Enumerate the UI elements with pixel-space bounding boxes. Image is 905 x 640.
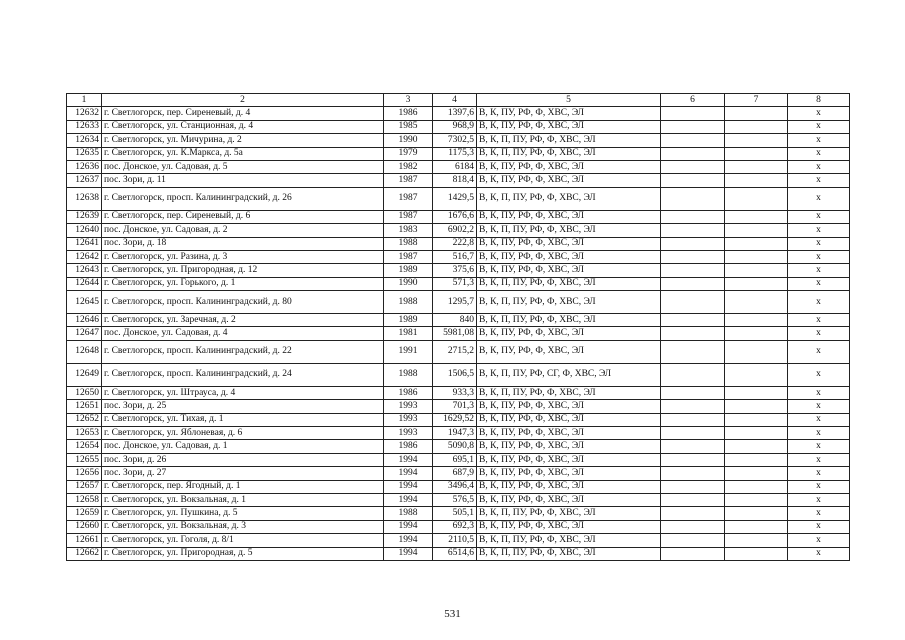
cell-col-6	[661, 400, 725, 413]
cell-col-6	[661, 210, 725, 223]
cell-address: г. Светлогорск, ул. Разина, д. 3	[102, 250, 384, 263]
cell-col-6	[661, 363, 725, 386]
cell-col-7	[725, 363, 788, 386]
cell-area: 576,5	[433, 493, 477, 506]
cell-year: 1993	[384, 413, 433, 426]
cell-col-7	[725, 520, 788, 533]
cell-year: 1993	[384, 427, 433, 440]
cell-area: 6184	[433, 160, 477, 173]
cell-address: г. Светлогорск, просп. Калининградский, д. 80	[102, 291, 384, 314]
cell-row-number: 12638	[67, 187, 102, 210]
cell-year: 1987	[384, 210, 433, 223]
cell-col-6	[661, 440, 725, 453]
cell-col-7	[725, 547, 788, 560]
table-row	[67, 120, 850, 133]
table-row	[67, 264, 850, 277]
cell-address: г. Светлогорск, пер. Сиреневый, д. 4	[102, 107, 384, 120]
cell-services: В, К, П, ПУ, РФ, Ф, ХВС, ЭЛ	[477, 386, 661, 399]
cell-row-number: 12646	[67, 314, 102, 327]
cell-address: г. Светлогорск, ул. Тихая, д. 1	[102, 413, 384, 426]
cell-col-7	[725, 427, 788, 440]
cell-address: г. Светлогорск, просп. Калининградский, д. 26	[102, 187, 384, 210]
cell-area: 571,3	[433, 277, 477, 290]
cell-area: 1175,3	[433, 147, 477, 160]
table-header	[67, 94, 850, 107]
cell-address: г. Светлогорск, ул. Штрауса, д. 4	[102, 386, 384, 399]
cell-col-7	[725, 314, 788, 327]
cell-row-number: 12634	[67, 134, 102, 147]
cell-year: 1988	[384, 507, 433, 520]
cell-row-number: 12658	[67, 493, 102, 506]
cell-year: 1991	[384, 340, 433, 363]
cell-col-6	[661, 507, 725, 520]
cell-col-6	[661, 120, 725, 133]
cell-services: В, К, ПУ, РФ, Ф, ХВС, ЭЛ	[477, 107, 661, 120]
cell-area: 7302,5	[433, 134, 477, 147]
cell-year: 1986	[384, 440, 433, 453]
cell-col-8-mark: х	[788, 107, 850, 120]
table-row	[67, 363, 850, 386]
cell-row-number: 12655	[67, 453, 102, 466]
table-row	[67, 400, 850, 413]
header-col-4: 4	[433, 94, 477, 107]
cell-address: г. Светлогорск, ул. Пригородная, д. 5	[102, 547, 384, 560]
cell-year: 1981	[384, 327, 433, 340]
table-row	[67, 107, 850, 120]
cell-year: 1983	[384, 224, 433, 237]
cell-services: В, К, ПУ, РФ, Ф, ХВС, ЭЛ	[477, 453, 661, 466]
cell-address: пос. Донское, ул. Садовая, д. 4	[102, 327, 384, 340]
cell-row-number: 12649	[67, 363, 102, 386]
cell-row-number: 12662	[67, 547, 102, 560]
cell-col-6	[661, 340, 725, 363]
cell-col-6	[661, 534, 725, 547]
cell-area: 1397,6	[433, 107, 477, 120]
cell-col-8-mark: х	[788, 453, 850, 466]
header-col-5: 5	[477, 94, 661, 107]
cell-col-7	[725, 107, 788, 120]
cell-year: 1990	[384, 277, 433, 290]
cell-address: г. Светлогорск, ул. Пушкина, д. 5	[102, 507, 384, 520]
cell-col-7	[725, 467, 788, 480]
cell-area: 2715,2	[433, 340, 477, 363]
cell-services: В, К, П, ПУ, РФ, Ф, ХВС, ЭЛ	[477, 134, 661, 147]
header-row	[67, 94, 850, 107]
cell-row-number: 12645	[67, 291, 102, 314]
cell-row-number: 12639	[67, 210, 102, 223]
cell-col-7	[725, 440, 788, 453]
cell-col-8-mark: х	[788, 493, 850, 506]
table-row	[67, 534, 850, 547]
cell-col-8-mark: х	[788, 507, 850, 520]
table-row	[67, 386, 850, 399]
table-row	[67, 340, 850, 363]
cell-col-7	[725, 264, 788, 277]
cell-services: В, К, ПУ, РФ, Ф, ХВС, ЭЛ	[477, 440, 661, 453]
cell-area: 6902,2	[433, 224, 477, 237]
cell-area: 222,8	[433, 237, 477, 250]
cell-year: 1982	[384, 160, 433, 173]
cell-services: В, К, П, ПУ, РФ, Ф, ХВС, ЭЛ	[477, 291, 661, 314]
cell-col-6	[661, 467, 725, 480]
cell-year: 1988	[384, 237, 433, 250]
cell-address: г. Светлогорск, ул. Горького, д. 1	[102, 277, 384, 290]
cell-address: пос. Зори, д. 27	[102, 467, 384, 480]
table-row	[67, 134, 850, 147]
cell-area: 5981,08	[433, 327, 477, 340]
cell-area: 840	[433, 314, 477, 327]
cell-area: 1676,6	[433, 210, 477, 223]
cell-col-8-mark: х	[788, 340, 850, 363]
cell-services: В, К, ПУ, РФ, Ф, ХВС, ЭЛ	[477, 237, 661, 250]
cell-col-8-mark: х	[788, 440, 850, 453]
cell-col-7	[725, 120, 788, 133]
cell-services: В, К, ПУ, РФ, Ф, ХВС, ЭЛ	[477, 264, 661, 277]
cell-address: г. Светлогорск, ул. Станционная, д. 4	[102, 120, 384, 133]
cell-row-number: 12648	[67, 340, 102, 363]
cell-col-7	[725, 134, 788, 147]
cell-col-8-mark: х	[788, 277, 850, 290]
cell-col-8-mark: х	[788, 160, 850, 173]
cell-services: В, К, ПУ, РФ, Ф, ХВС, ЭЛ	[477, 413, 661, 426]
cell-col-6	[661, 291, 725, 314]
cell-area: 3496,4	[433, 480, 477, 493]
table-row	[67, 147, 850, 160]
cell-col-8-mark: х	[788, 520, 850, 533]
cell-address: г. Светлогорск, просп. Калининградский, д. 22	[102, 340, 384, 363]
cell-year: 1994	[384, 467, 433, 480]
header-col-8: 8	[788, 94, 850, 107]
cell-services: В, К, П, ПУ, РФ, Ф, ХВС, ЭЛ	[477, 547, 661, 560]
table-body	[67, 107, 850, 561]
cell-address: г. Светлогорск, пер. Сиреневый, д. 6	[102, 210, 384, 223]
cell-services: В, К, П, ПУ, РФ, Ф, ХВС, ЭЛ	[477, 314, 661, 327]
cell-area: 375,6	[433, 264, 477, 277]
cell-area: 695,1	[433, 453, 477, 466]
cell-address: пос. Зори, д. 11	[102, 174, 384, 187]
cell-area: 933,3	[433, 386, 477, 399]
cell-year: 1979	[384, 147, 433, 160]
cell-col-8-mark: х	[788, 547, 850, 560]
cell-services: В, К, ПУ, РФ, Ф, ХВС, ЭЛ	[477, 210, 661, 223]
table-row	[67, 453, 850, 466]
cell-year: 1994	[384, 453, 433, 466]
cell-col-8-mark: х	[788, 534, 850, 547]
cell-year: 1994	[384, 547, 433, 560]
cell-address: пос. Зори, д. 26	[102, 453, 384, 466]
cell-col-8-mark: х	[788, 147, 850, 160]
cell-row-number: 12661	[67, 534, 102, 547]
cell-row-number: 12657	[67, 480, 102, 493]
cell-col-8-mark: х	[788, 327, 850, 340]
cell-col-8-mark: х	[788, 427, 850, 440]
cell-col-8-mark: х	[788, 467, 850, 480]
cell-col-8-mark: х	[788, 250, 850, 263]
cell-col-8-mark: х	[788, 237, 850, 250]
cell-services: В, К, П, ПУ, РФ, СГ, Ф, ХВС, ЭЛ	[477, 363, 661, 386]
table-row	[67, 547, 850, 560]
cell-row-number: 12653	[67, 427, 102, 440]
cell-row-number: 12636	[67, 160, 102, 173]
cell-row-number: 12635	[67, 147, 102, 160]
cell-col-6	[661, 520, 725, 533]
cell-col-7	[725, 386, 788, 399]
cell-col-6	[661, 174, 725, 187]
table-row	[67, 187, 850, 210]
cell-year: 1987	[384, 174, 433, 187]
cell-year: 1989	[384, 314, 433, 327]
cell-services: В, К, ПУ, РФ, Ф, ХВС, ЭЛ	[477, 327, 661, 340]
cell-address: г. Светлогорск, ул. Пригородная, д. 12	[102, 264, 384, 277]
cell-services: В, К, П, ПУ, РФ, Ф, ХВС, ЭЛ	[477, 187, 661, 210]
cell-year: 1990	[384, 134, 433, 147]
cell-col-6	[661, 187, 725, 210]
table-row	[67, 413, 850, 426]
cell-area: 1429,5	[433, 187, 477, 210]
cell-year: 1987	[384, 187, 433, 210]
cell-row-number: 12656	[67, 467, 102, 480]
cell-col-8-mark: х	[788, 210, 850, 223]
cell-col-6	[661, 427, 725, 440]
cell-year: 1987	[384, 250, 433, 263]
cell-col-7	[725, 413, 788, 426]
register-table	[66, 93, 850, 561]
cell-col-7	[725, 291, 788, 314]
cell-col-6	[661, 493, 725, 506]
table-row	[67, 291, 850, 314]
cell-services: В, К, ПУ, РФ, Ф, ХВС, ЭЛ	[477, 467, 661, 480]
cell-area: 692,3	[433, 520, 477, 533]
cell-col-7	[725, 340, 788, 363]
cell-address: г. Светлогорск, ул. Заречная, д. 2	[102, 314, 384, 327]
table-row	[67, 250, 850, 263]
cell-col-6	[661, 224, 725, 237]
cell-col-7	[725, 210, 788, 223]
cell-col-8-mark: х	[788, 314, 850, 327]
cell-col-8-mark: х	[788, 413, 850, 426]
table-row	[67, 224, 850, 237]
cell-year: 1986	[384, 386, 433, 399]
table-row	[67, 237, 850, 250]
cell-row-number: 12652	[67, 413, 102, 426]
header-col-2: 2	[102, 94, 384, 107]
cell-year: 1994	[384, 493, 433, 506]
cell-row-number: 12643	[67, 264, 102, 277]
cell-col-6	[661, 327, 725, 340]
header-col-7: 7	[725, 94, 788, 107]
cell-col-6	[661, 250, 725, 263]
cell-services: В, К, ПУ, РФ, Ф, ХВС, ЭЛ	[477, 480, 661, 493]
table-row	[67, 277, 850, 290]
cell-address: г. Светлогорск, ул. Гоголя, д. 8/1	[102, 534, 384, 547]
cell-services: В, К, ПУ, РФ, Ф, ХВС, ЭЛ	[477, 340, 661, 363]
page-number: 531	[444, 608, 461, 620]
cell-col-6	[661, 453, 725, 466]
cell-col-7	[725, 250, 788, 263]
cell-services: В, К, ПУ, РФ, Ф, ХВС, ЭЛ	[477, 250, 661, 263]
cell-col-7	[725, 493, 788, 506]
cell-row-number: 12647	[67, 327, 102, 340]
cell-col-6	[661, 547, 725, 560]
table-row	[67, 427, 850, 440]
cell-col-7	[725, 160, 788, 173]
cell-col-8-mark: х	[788, 174, 850, 187]
cell-col-7	[725, 174, 788, 187]
table-row	[67, 467, 850, 480]
cell-address: г. Светлогорск, ул. Вокзальная, д. 1	[102, 493, 384, 506]
cell-col-6	[661, 413, 725, 426]
cell-col-6	[661, 237, 725, 250]
cell-services: В, К, ПУ, РФ, Ф, ХВС, ЭЛ	[477, 493, 661, 506]
cell-row-number: 12632	[67, 107, 102, 120]
cell-col-8-mark: х	[788, 134, 850, 147]
cell-services: В, К, ПУ, РФ, Ф, ХВС, ЭЛ	[477, 160, 661, 173]
cell-address: пос. Зори, д. 25	[102, 400, 384, 413]
cell-area: 701,3	[433, 400, 477, 413]
cell-address: пос. Донское, ул. Садовая, д. 2	[102, 224, 384, 237]
cell-col-6	[661, 480, 725, 493]
cell-area: 1295,7	[433, 291, 477, 314]
cell-services: В, К, П, ПУ, РФ, Ф, ХВС, ЭЛ	[477, 507, 661, 520]
cell-col-6	[661, 107, 725, 120]
cell-col-7	[725, 237, 788, 250]
cell-row-number: 12660	[67, 520, 102, 533]
cell-services: В, К, ПУ, РФ, Ф, ХВС, ЭЛ	[477, 120, 661, 133]
cell-row-number: 12640	[67, 224, 102, 237]
cell-year: 1993	[384, 400, 433, 413]
cell-col-6	[661, 277, 725, 290]
cell-col-8-mark: х	[788, 386, 850, 399]
cell-area: 5090,8	[433, 440, 477, 453]
cell-col-8-mark: х	[788, 363, 850, 386]
table-row	[67, 174, 850, 187]
cell-col-6	[661, 147, 725, 160]
cell-year: 1994	[384, 534, 433, 547]
cell-col-6	[661, 160, 725, 173]
cell-col-6	[661, 386, 725, 399]
cell-col-8-mark: х	[788, 224, 850, 237]
cell-address: г. Светлогорск, ул. К.Маркса, д. 5а	[102, 147, 384, 160]
cell-services: В, К, П, ПУ, РФ, Ф, ХВС, ЭЛ	[477, 147, 661, 160]
cell-col-6	[661, 134, 725, 147]
cell-services: В, К, ПУ, РФ, Ф, ХВС, ЭЛ	[477, 400, 661, 413]
cell-col-7	[725, 453, 788, 466]
cell-address: пос. Донское, ул. Садовая, д. 1	[102, 440, 384, 453]
cell-col-8-mark: х	[788, 264, 850, 277]
cell-col-7	[725, 277, 788, 290]
cell-area: 6514,6	[433, 547, 477, 560]
cell-col-8-mark: х	[788, 291, 850, 314]
table-row	[67, 507, 850, 520]
cell-address: г. Светлогорск, ул. Мичурина, д. 2	[102, 134, 384, 147]
cell-col-7	[725, 400, 788, 413]
cell-row-number: 12650	[67, 386, 102, 399]
cell-year: 1986	[384, 107, 433, 120]
cell-area: 968,9	[433, 120, 477, 133]
header-col-3: 3	[384, 94, 433, 107]
cell-col-8-mark: х	[788, 187, 850, 210]
cell-services: В, К, П, ПУ, РФ, Ф, ХВС, ЭЛ	[477, 277, 661, 290]
table-row	[67, 314, 850, 327]
cell-row-number: 12644	[67, 277, 102, 290]
cell-row-number: 12642	[67, 250, 102, 263]
cell-row-number: 12633	[67, 120, 102, 133]
cell-year: 1989	[384, 264, 433, 277]
cell-area: 1629,52	[433, 413, 477, 426]
cell-area: 818,4	[433, 174, 477, 187]
cell-address: г. Светлогорск, просп. Калининградский, д. 24	[102, 363, 384, 386]
cell-row-number: 12637	[67, 174, 102, 187]
cell-services: В, К, П, ПУ, РФ, Ф, ХВС, ЭЛ	[477, 224, 661, 237]
cell-col-8-mark: х	[788, 480, 850, 493]
cell-services: В, К, ПУ, РФ, Ф, ХВС, ЭЛ	[477, 520, 661, 533]
cell-year: 1988	[384, 363, 433, 386]
cell-address: пос. Донское, ул. Садовая, д. 5	[102, 160, 384, 173]
cell-services: В, К, П, ПУ, РФ, Ф, ХВС, ЭЛ	[477, 534, 661, 547]
cell-area: 1947,3	[433, 427, 477, 440]
cell-col-6	[661, 314, 725, 327]
table-row	[67, 440, 850, 453]
cell-services: В, К, ПУ, РФ, Ф, ХВС, ЭЛ	[477, 427, 661, 440]
cell-row-number: 12659	[67, 507, 102, 520]
cell-services: В, К, ПУ, РФ, Ф, ХВС, ЭЛ	[477, 174, 661, 187]
table-row	[67, 493, 850, 506]
cell-area: 516,7	[433, 250, 477, 263]
cell-col-7	[725, 224, 788, 237]
cell-col-7	[725, 534, 788, 547]
cell-col-8-mark: х	[788, 400, 850, 413]
cell-year: 1988	[384, 291, 433, 314]
table-row	[67, 160, 850, 173]
cell-row-number: 12651	[67, 400, 102, 413]
cell-area: 2110,5	[433, 534, 477, 547]
header-col-1: 1	[67, 94, 102, 107]
cell-col-7	[725, 147, 788, 160]
cell-address: г. Светлогорск, ул. Яблоневая, д. 6	[102, 427, 384, 440]
cell-row-number: 12641	[67, 237, 102, 250]
cell-col-8-mark: х	[788, 120, 850, 133]
table-row	[67, 327, 850, 340]
cell-col-7	[725, 507, 788, 520]
cell-year: 1994	[384, 480, 433, 493]
cell-col-6	[661, 264, 725, 277]
table-row	[67, 520, 850, 533]
cell-area: 1506,5	[433, 363, 477, 386]
table-row	[67, 480, 850, 493]
cell-address: г. Светлогорск, ул. Вокзальная, д. 3	[102, 520, 384, 533]
cell-row-number: 12654	[67, 440, 102, 453]
cell-address: пос. Зори, д. 18	[102, 237, 384, 250]
cell-year: 1985	[384, 120, 433, 133]
cell-col-7	[725, 187, 788, 210]
cell-area: 687,9	[433, 467, 477, 480]
cell-area: 505,1	[433, 507, 477, 520]
cell-year: 1994	[384, 520, 433, 533]
cell-address: г. Светлогорск, пер. Ягодный, д. 1	[102, 480, 384, 493]
header-col-6: 6	[661, 94, 725, 107]
cell-col-7	[725, 480, 788, 493]
table-row	[67, 210, 850, 223]
cell-col-7	[725, 327, 788, 340]
